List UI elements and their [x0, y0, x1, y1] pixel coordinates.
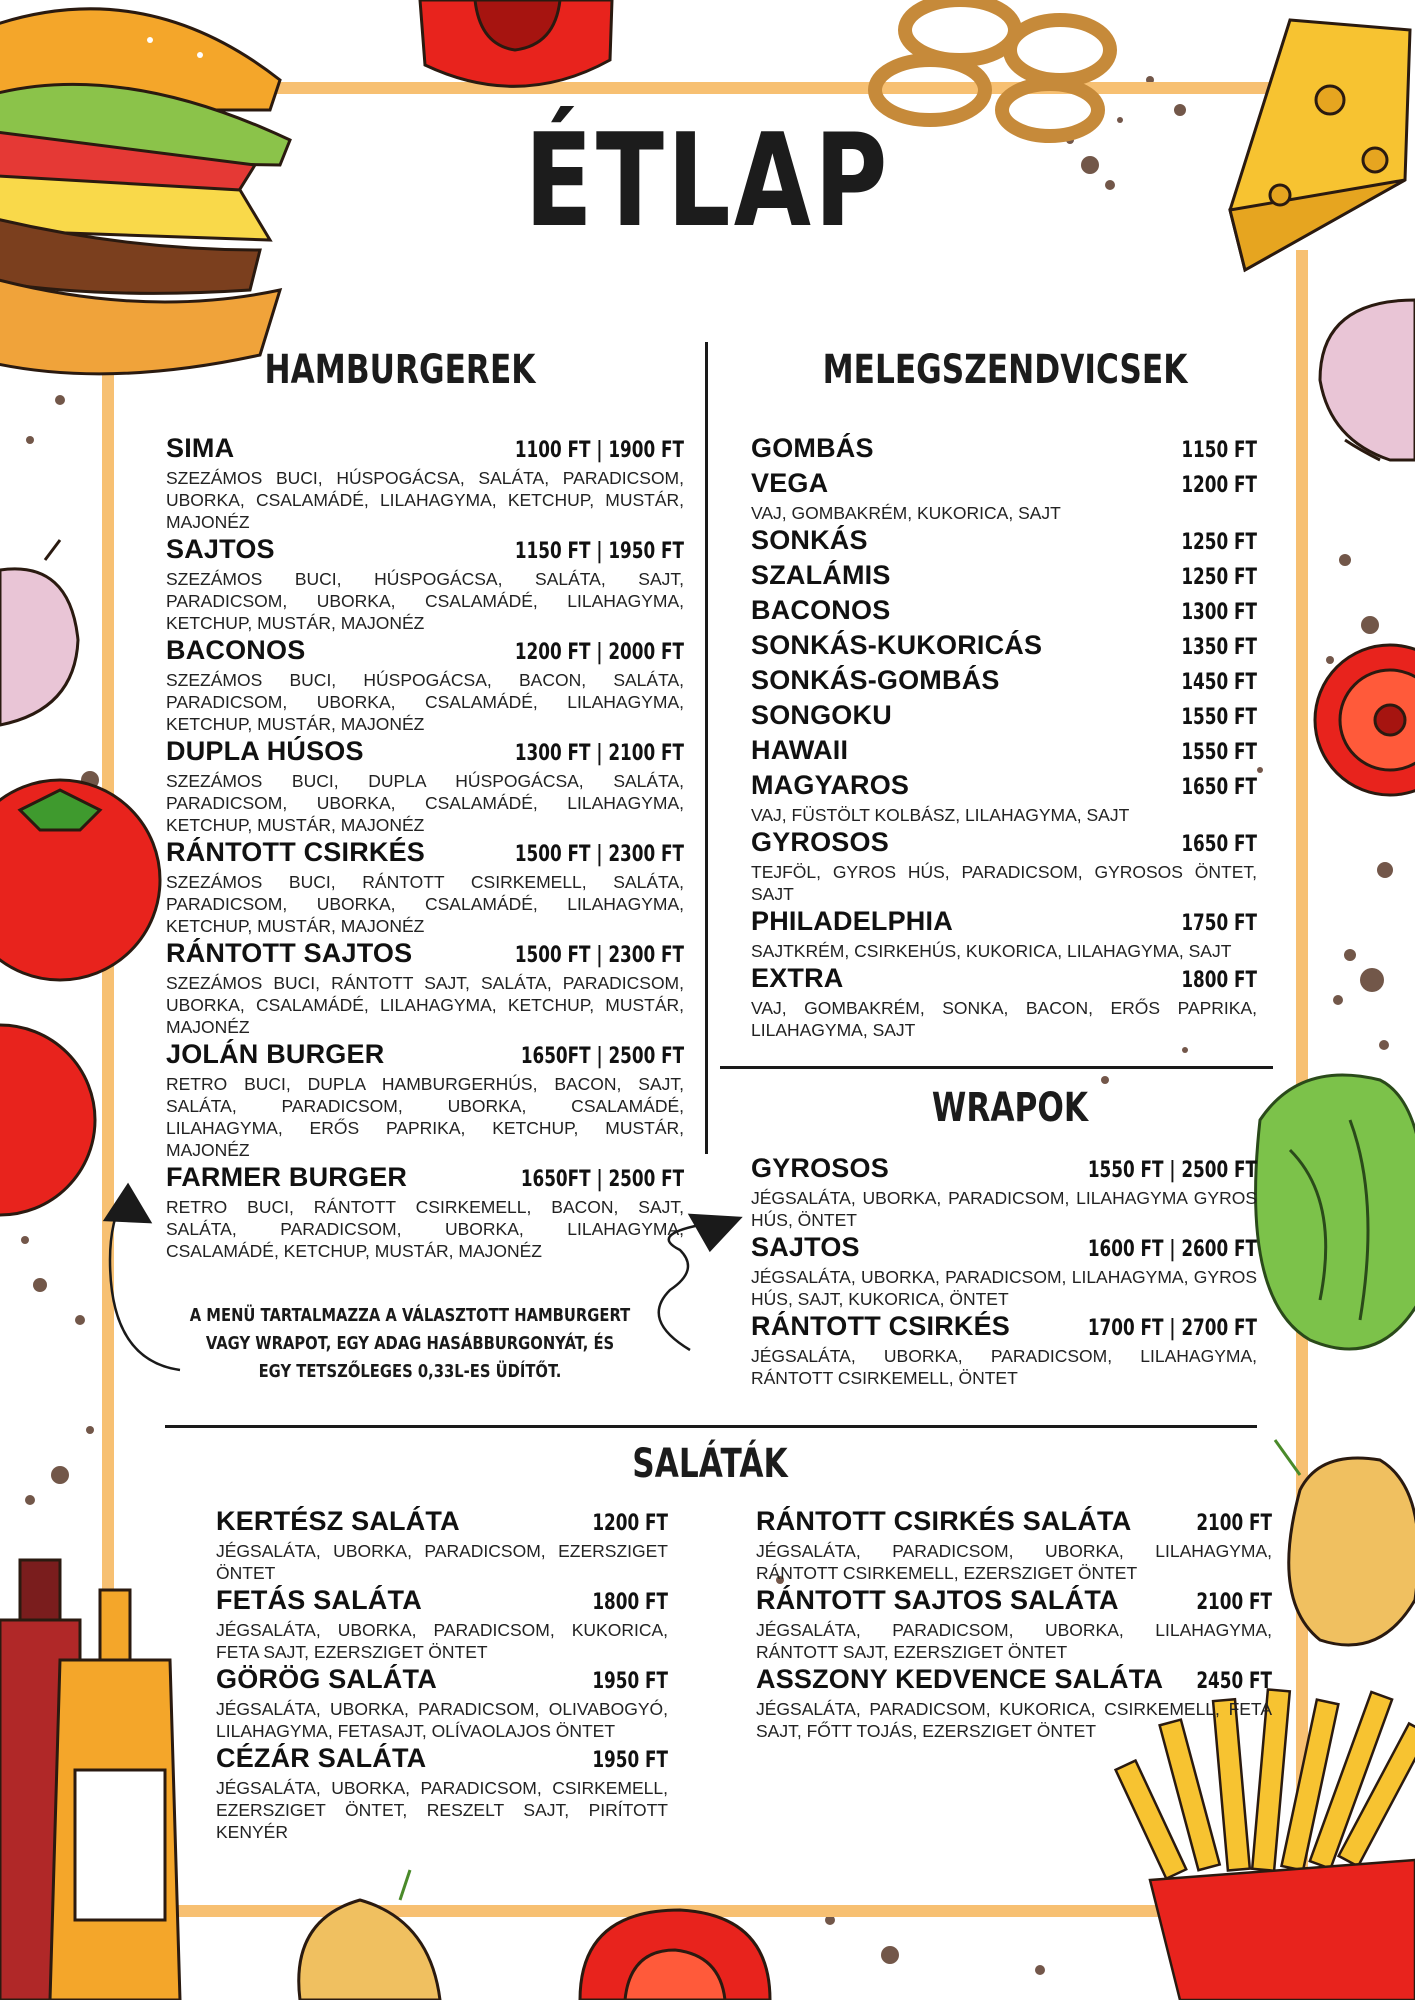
menu-item-price: 1750 FT: [1181, 911, 1257, 936]
menu-item-description: RETRO BUCI, DUPLA HAMBURGERHÚS, BACON, SAJT, SALÁTA, PARADICSOM, UBORKA, CSALAMÁDÉ, LILAHAGYMA, ERŐS PAPRIKA, KETCHUP, MUSTÁR, MAJONÉZ: [166, 1074, 684, 1160]
menu-item-row: [216, 1742, 668, 1777]
menu-item-name: FETÁS SALÁTA: [216, 1585, 422, 1615]
tomato-illustration: [1315, 645, 1415, 795]
menu-item-price: 1250 FT: [1181, 565, 1257, 590]
salads-list-left: [216, 1505, 668, 1843]
menu-item-name: MAGYAROS: [751, 770, 910, 800]
lettuce-illustration: [1256, 1075, 1415, 1349]
menu-item-name: JOLÁN BURGER: [166, 1039, 385, 1069]
menu-item: [166, 1161, 684, 1262]
menu-item: [216, 1663, 668, 1742]
menu-item: [751, 1310, 1257, 1389]
menu-item-price: 1350 FT: [1181, 635, 1257, 660]
menu-note: [189, 1302, 632, 1386]
menu-item-row: [166, 1161, 684, 1196]
menu-item: [756, 1584, 1272, 1663]
menu-item-price: 1650 FT: [1181, 775, 1257, 800]
menu-item: [751, 962, 1257, 1041]
menu-item-row: [166, 634, 684, 669]
menu-item-name: SAJTOS: [751, 1232, 860, 1262]
menu-item-price: 1150 FT | 1950 FT: [514, 539, 684, 564]
menu-item: [751, 594, 1257, 629]
menu-item-row: [166, 533, 684, 568]
menu-item-row: [751, 734, 1257, 769]
menu-item-row: [166, 937, 684, 972]
menu-item-row: [756, 1584, 1272, 1619]
sauce-bottles-illustration: [0, 1560, 180, 2000]
menu-item-row: [166, 836, 684, 871]
menu-item: [216, 1584, 668, 1663]
menu-item-name: GÖRÖG SALÁTA: [216, 1664, 437, 1694]
frame-top: [270, 82, 1290, 94]
menu-item-price: 1200 FT: [1181, 473, 1257, 498]
menu-item: [751, 769, 1257, 826]
menu-item-price: 1700 FT | 2700 FT: [1087, 1316, 1257, 1341]
menu-item-name: SAJTOS: [166, 534, 275, 564]
menu-item-row: [216, 1663, 668, 1698]
menu-note-line: A MENÜ TARTALMAZZA A VÁLASZTOTT HAMBURGERT: [189, 1305, 631, 1326]
menu-item-row: [166, 735, 684, 770]
menu-item: [751, 432, 1257, 467]
menu-item: [751, 1152, 1257, 1231]
wraps-divider: [720, 1066, 1273, 1069]
menu-item-description: JÉGSALÁTA, UBORKA, PARADICSOM, CSIRKEMELL, EZERSZIGET ÖNTET, RESZELT SAJT, PIRÍTOTT KENYÉR: [216, 1778, 668, 1842]
menu-item: [751, 664, 1257, 699]
menu-item-price: 1800 FT: [1181, 968, 1257, 993]
onion-illustration: [299, 1870, 440, 2000]
menu-item-name: SIMA: [166, 433, 235, 463]
menu-item: [751, 467, 1257, 524]
menu-item-description: VAJ, GOMBAKRÉM, KUKORICA, SAJT: [751, 503, 1061, 523]
tomato-illustration: [420, 0, 612, 86]
menu-item-price: 2450 FT: [1196, 1669, 1272, 1694]
menu-item-name: FARMER BURGER: [166, 1162, 408, 1192]
menu-item-description: RETRO BUCI, RÁNTOTT CSIRKEMELL, BACON, SAJT, SALÁTA, PARADICSOM, UBORKA, LILAHAGYMA, CSALAMÁDÉ, KETCHUP, MUSTÁR, MAJONÉZ: [166, 1197, 684, 1261]
menu-item-price: 1600 FT | 2600 FT: [1087, 1237, 1257, 1262]
menu-item: [166, 836, 684, 937]
menu-item-name: BACONOS: [751, 595, 891, 625]
menu-item-description: VAJ, FÜSTÖLT KOLBÁSZ, LILAHAGYMA, SAJT: [751, 805, 1130, 825]
menu-item-row: [751, 524, 1257, 559]
menu-item-description: JÉGSALÁTA, UBORKA, PARADICSOM, EZERSZIGET ÖNTET: [216, 1541, 668, 1583]
menu-item-name: PHILADELPHIA: [751, 906, 953, 936]
menu-item-name: SONGOKU: [751, 700, 892, 730]
menu-item-row: [751, 905, 1257, 940]
menu-item-row: [751, 826, 1257, 861]
menu-item-description: JÉGSALÁTA, UBORKA, PARADICSOM, LILAHAGYMA GYROS HÚS, ÖNTET: [751, 1188, 1257, 1230]
menu-item-description: SAJTKRÉM, CSIRKEHÚS, KUKORICA, LILAHAGYMA, SAJT: [751, 941, 1232, 961]
menu-item: [756, 1505, 1272, 1584]
menu-item-description: JÉGSALÁTA, PARADICSOM, UBORKA, LILAHAGYMA, RÁNTOTT SAJT, EZERSZIGET ÖNTET: [756, 1620, 1272, 1662]
menu-item-name: SZALÁMIS: [751, 560, 891, 590]
menu-item-name: VEGA: [751, 468, 829, 498]
menu-item-price: 1450 FT: [1181, 670, 1257, 695]
menu-item-row: [751, 699, 1257, 734]
menu-item: [166, 937, 684, 1038]
menu-item-row: [751, 432, 1257, 467]
menu-item-price: 1550 FT: [1181, 740, 1257, 765]
menu-item-description: TEJFÖL, GYROS HÚS, PARADICSOM, GYROSOS ÖNTET, SAJT: [751, 862, 1257, 904]
menu-item-price: 1800 FT: [592, 1590, 668, 1615]
menu-item: [216, 1505, 668, 1584]
menu-item-price: 2100 FT: [1196, 1511, 1272, 1536]
salads-divider: [165, 1425, 1257, 1428]
menu-item-name: SONKÁS-KUKORICÁS: [751, 630, 1043, 660]
menu-item-name: RÁNTOTT CSIRKÉS: [751, 1311, 1011, 1341]
menu-item-price: 1500 FT | 2300 FT: [514, 943, 684, 968]
menu-item-price: 1100 FT | 1900 FT: [514, 438, 684, 463]
menu-item-row: [751, 467, 1257, 502]
wraps-list: [751, 1152, 1257, 1389]
menu-item-row: [751, 1310, 1257, 1345]
menu-item-name: RÁNTOTT SAJTOS: [166, 938, 413, 968]
menu-item-price: 1200 FT | 2000 FT: [514, 640, 684, 665]
menu-item-name: RÁNTOTT SAJTOS SALÁTA: [756, 1585, 1119, 1615]
hamburgers-list: [166, 432, 684, 1262]
menu-item-row: [166, 432, 684, 467]
menu-item-row: [756, 1505, 1272, 1540]
menu-item-description: SZEZÁMOS BUCI, RÁNTOTT SAJT, SALÁTA, PARADICSOM, UBORKA, CSALAMÁDÉ, LILAHAGYMA, KETCHUP, MUSTÁR, MAJONÉZ: [166, 973, 684, 1037]
menu-item-description: VAJ, GOMBAKRÉM, SONKA, BACON, ERŐS PAPRIKA, LILAHAGYMA, SAJT: [751, 998, 1257, 1040]
page-title: ÉTLAP: [524, 107, 891, 256]
menu-item-name: KERTÉSZ SALÁTA: [216, 1506, 460, 1536]
menu-item-name: GOMBÁS: [751, 433, 874, 463]
menu-item-description: JÉGSALÁTA, UBORKA, PARADICSOM, KUKORICA, FETA SAJT, EZERSZIGET ÖNTET: [216, 1620, 668, 1662]
menu-item-name: GYROSOS: [751, 1153, 889, 1183]
menu-item: [756, 1663, 1272, 1742]
menu-item-price: 1650FT | 2500 FT: [520, 1167, 684, 1192]
menu-item-price: 1950 FT: [592, 1748, 668, 1773]
menu-item-row: [751, 594, 1257, 629]
menu-item: [166, 735, 684, 836]
sandwiches-list: [751, 432, 1257, 1041]
menu-item-name: CÉZÁR SALÁTA: [216, 1743, 427, 1773]
menu-item-name: DUPLA HÚSOS: [166, 736, 364, 766]
menu-note-line: EGY TETSZŐLEGES 0,33L-ES ÜDÍTŐT.: [258, 1361, 562, 1382]
menu-item-description: JÉGSALÁTA, UBORKA, PARADICSOM, LILAHAGYMA, RÁNTOTT CSIRKEMELL, ÖNTET: [751, 1346, 1257, 1388]
menu-item: [166, 1038, 684, 1161]
menu-item-row: [751, 962, 1257, 997]
menu-item-row: [751, 559, 1257, 594]
onion-rings-illustration: [875, 0, 1110, 136]
menu-item-description: SZEZÁMOS BUCI, DUPLA HÚSPOGÁCSA, SALÁTA, PARADICSOM, UBORKA, CSALAMÁDÉ, LILAHAGYMA, KETCHUP, MUSTÁR, MAJONÉZ: [166, 771, 684, 835]
menu-item-price: 1300 FT: [1181, 600, 1257, 625]
menu-item-name: ASSZONY KEDVENCE SALÁTA: [756, 1664, 1164, 1694]
menu-item: [751, 524, 1257, 559]
menu-item: [166, 432, 684, 533]
menu-item-name: GYROSOS: [751, 827, 889, 857]
section-heading-sandwiches: MELEGSZENDVICSEK: [822, 347, 1188, 393]
menu-item: [751, 629, 1257, 664]
menu-item-name: SONKÁS: [751, 525, 868, 555]
menu-item-row: [756, 1663, 1272, 1698]
menu-item-name: EXTRA: [751, 963, 844, 993]
menu-item-description: SZEZÁMOS BUCI, HÚSPOGÁCSA, SALÁTA, SAJT, PARADICSOM, UBORKA, CSALAMÁDÉ, LILAHAGYMA, KETCHUP, MUSTÁR, MAJONÉZ: [166, 569, 684, 633]
menu-item: [751, 559, 1257, 594]
salads-list-right: [756, 1505, 1272, 1742]
menu-item-row: [166, 1038, 684, 1073]
menu-item-price: 1300 FT | 2100 FT: [514, 741, 684, 766]
menu-item-row: [216, 1505, 668, 1540]
menu-item-row: [751, 629, 1257, 664]
menu-item-description: SZEZÁMOS BUCI, HÚSPOGÁCSA, BACON, SALÁTA, PARADICSOM, UBORKA, CSALAMÁDÉ, LILAHAGYMA, KETCHUP, MUSTÁR, MAJONÉZ: [166, 670, 684, 734]
menu-item-price: 1550 FT: [1181, 705, 1257, 730]
menu-item: [166, 533, 684, 634]
menu-item-name: RÁNTOTT CSIRKÉS SALÁTA: [756, 1506, 1132, 1536]
onion-illustration: [1320, 300, 1415, 460]
column-divider: [705, 342, 708, 1154]
menu-item-price: 1550 FT | 2500 FT: [1087, 1158, 1257, 1183]
menu-item-row: [751, 769, 1257, 804]
menu-item: [166, 634, 684, 735]
menu-item-price: 1150 FT: [1181, 438, 1257, 463]
menu-item-description: JÉGSALÁTA, UBORKA, PARADICSOM, OLIVABOGYÓ, LILAHAGYMA, FETASAJT, OLÍVAOLAJOS ÖNTET: [216, 1699, 668, 1741]
menu-item-row: [751, 1231, 1257, 1266]
menu-item-row: [751, 664, 1257, 699]
section-heading-salads: SALÁTÁK: [632, 1441, 788, 1487]
section-heading-hamburgers: HAMBURGEREK: [264, 347, 536, 393]
menu-item-description: JÉGSALÁTA, PARADICSOM, KUKORICA, CSIRKEMELL, FETA SAJT, FŐTT TOJÁS, EZERSZIGET ÖNTET: [756, 1699, 1272, 1741]
menu-item-name: BACONOS: [166, 635, 306, 665]
menu-item-row: [216, 1584, 668, 1619]
tomato-illustration: [580, 1910, 770, 2000]
menu-item-name: SONKÁS-GOMBÁS: [751, 665, 1000, 695]
menu-item: [751, 699, 1257, 734]
menu-item-description: SZEZÁMOS BUCI, HÚSPOGÁCSA, SALÁTA, PARADICSOM, UBORKA, CSALAMÁDÉ, LILAHAGYMA, KETCHUP, MUSTÁR, MAJONÉZ: [166, 468, 684, 532]
menu-item-price: 1950 FT: [592, 1669, 668, 1694]
tomato-illustration: [0, 780, 160, 1215]
menu-item-name: RÁNTOTT CSIRKÉS: [166, 837, 426, 867]
menu-item-price: 1650 FT: [1181, 832, 1257, 857]
menu-item: [751, 1231, 1257, 1310]
menu-item: [751, 734, 1257, 769]
menu-item: [216, 1742, 668, 1843]
menu-item-description: SZEZÁMOS BUCI, RÁNTOTT CSIRKEMELL, SALÁTA, PARADICSOM, UBORKA, CSALAMÁDÉ, LILAHAGYMA, KETCHUP, MUSTÁR, MAJONÉZ: [166, 872, 684, 936]
menu-item-price: 1650FT | 2500 FT: [520, 1044, 684, 1069]
menu-item-description: JÉGSALÁTA, UBORKA, PARADICSOM, LILAHAGYMA, GYROS HÚS, SAJT, KUKORICA, ÖNTET: [751, 1267, 1257, 1309]
menu-note-line: VAGY WRAPOT, EGY ADAG HASÁBBURGONYÁT, ÉS: [205, 1333, 615, 1354]
menu-item: [751, 905, 1257, 962]
menu-item-name: HAWAII: [751, 735, 849, 765]
menu-item-description: JÉGSALÁTA, PARADICSOM, UBORKA, LILAHAGYMA, RÁNTOTT CSIRKEMELL, EZERSZIGET ÖNTET: [756, 1541, 1272, 1583]
menu-item: [751, 826, 1257, 905]
menu-item-price: 2100 FT: [1196, 1590, 1272, 1615]
menu-item-price: 1200 FT: [592, 1511, 668, 1536]
onion-illustration: [0, 540, 78, 725]
menu-item-price: 1500 FT | 2300 FT: [514, 842, 684, 867]
menu-item-row: [751, 1152, 1257, 1187]
section-heading-wraps: WRAPOK: [931, 1085, 1089, 1131]
menu-item-price: 1250 FT: [1181, 530, 1257, 555]
